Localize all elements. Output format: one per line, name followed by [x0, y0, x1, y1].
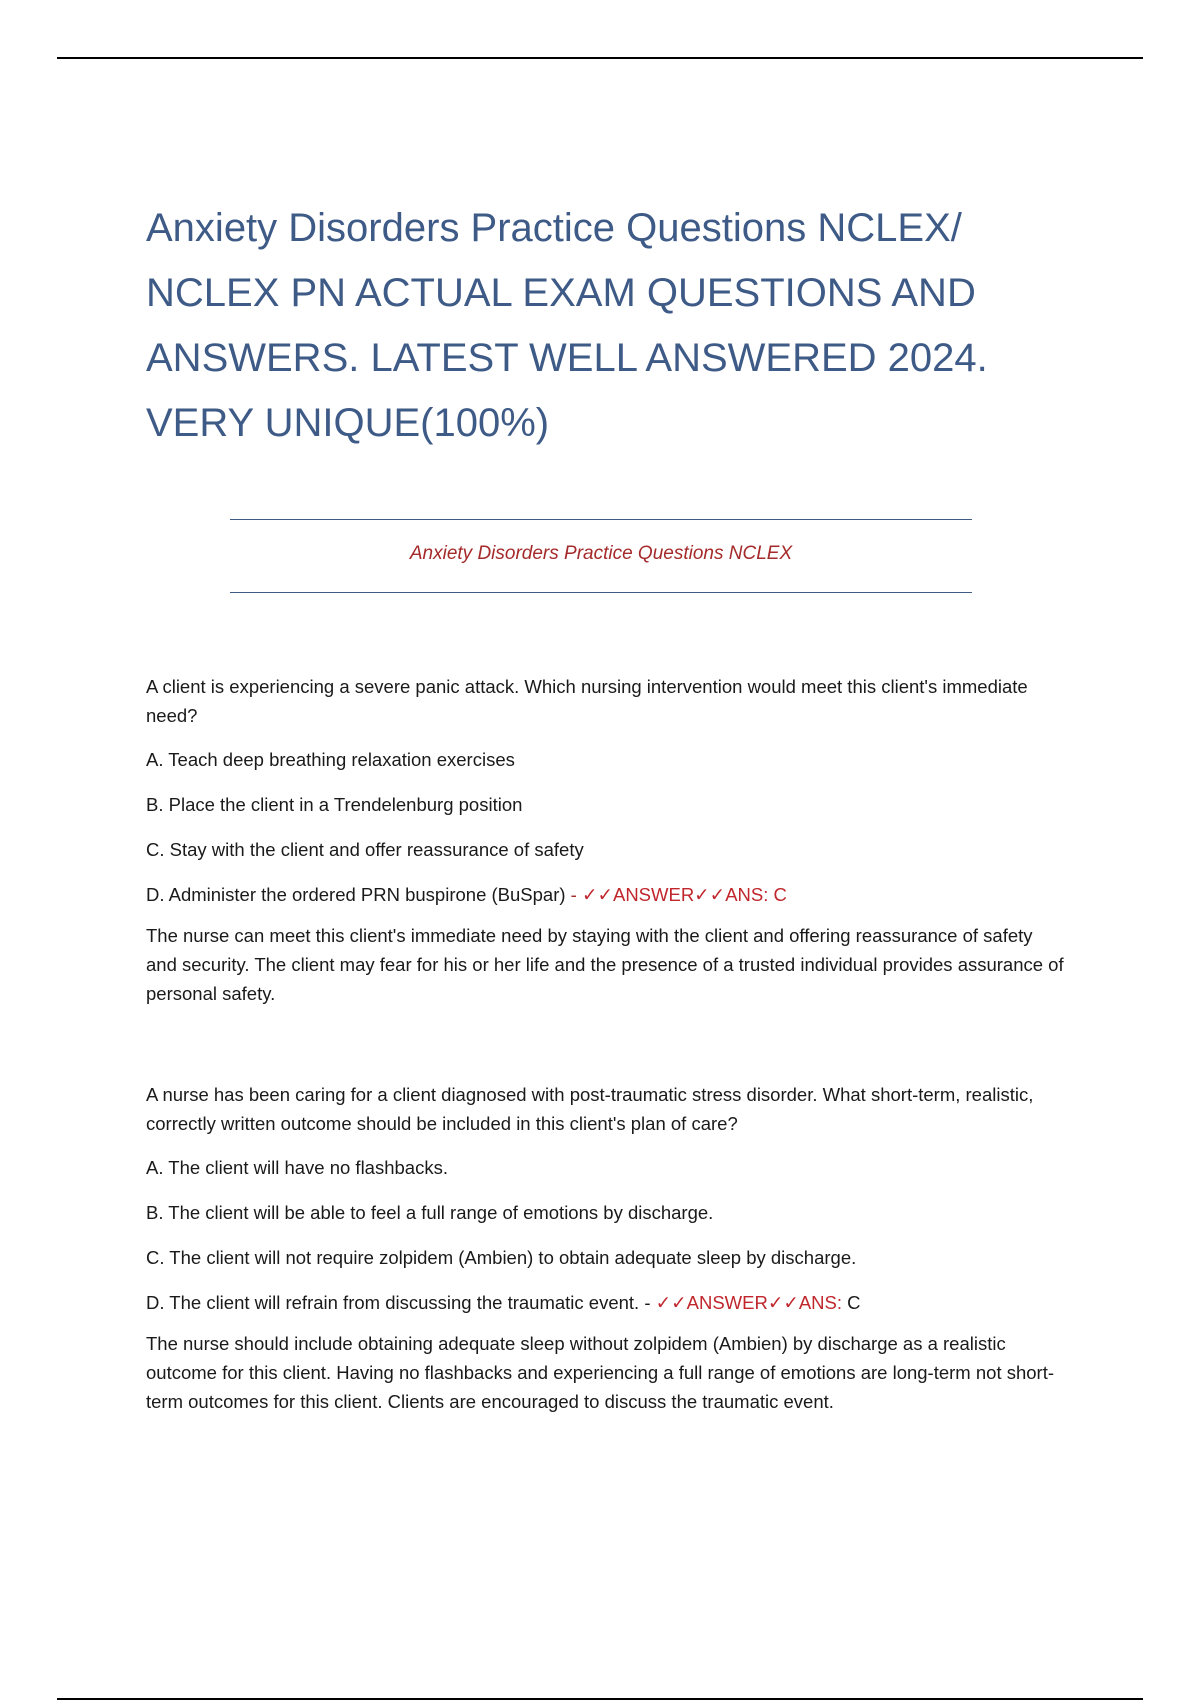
option-c: C. Stay with the client and offer reassurance of safety: [146, 839, 584, 860]
answer-letter: C: [847, 1292, 861, 1313]
answer-explanation: The nurse can meet this client's immediate need by staying with the client and offering reassurance of safety and security. The client may fear for his or her life and the presence of a trusted individual provides assurance of personal safety.: [146, 925, 1064, 1004]
option-a: A. Teach deep breathing relaxation exercises: [146, 749, 515, 770]
answer-explanation: The nurse should include obtaining adequate sleep without zolpidem (Ambien) by discharge as a realistic outcome for this client. Having no flashbacks and experiencing a full range of emotions are long-term not short-term outcomes for this client. Clients are encouraged to discuss the traumatic event.: [146, 1333, 1055, 1412]
document-subtitle: Anxiety Disorders Practice Questions NCLEX: [409, 543, 793, 564]
answer-separator: -: [565, 884, 582, 905]
option-b: B. Place the client in a Trendelenburg position: [146, 794, 523, 815]
answer-marker: ✓✓ANSWER✓✓ANS:: [581, 884, 774, 905]
option-b: B. The client will be able to feel a full range of emotions by discharge.: [146, 1202, 714, 1223]
option-d: D. The client will refrain from discussing the traumatic event.: [146, 1292, 640, 1313]
subtitle-top-rule: [230, 519, 972, 520]
question-stem: A client is experiencing a severe panic attack. Which nursing intervention would meet this client's immediate need?: [146, 676, 1028, 726]
question-block-1: [146, 672, 1066, 1008]
answer-marker: ✓✓ANSWER✓✓ANS:: [655, 1292, 848, 1313]
question-stem: A nurse has been caring for a client diagnosed with post-traumatic stress disorder. What short-term, realistic, correctly written outcome should be included in this client's plan of care?: [146, 1084, 1034, 1134]
option-a: A. The client will have no flashbacks.: [146, 1157, 448, 1178]
option-c: C. The client will not require zolpidem (Ambien) to obtain adequate sleep by discharge.: [146, 1247, 857, 1268]
document-title: Anxiety Disorders Practice Questions NCLEX/ NCLEX PN ACTUAL EXAM QUESTIONS AND ANSWERS. LATEST WELL ANSWERED 2024. VERY UNIQUE(100%): [146, 206, 988, 445]
answer-separator: -: [639, 1292, 656, 1313]
option-d: D. Administer the ordered PRN buspirone (BuSpar): [146, 884, 566, 905]
option-d-with-answer: [146, 1288, 1066, 1317]
page-top-rule: [57, 57, 1143, 59]
subtitle-bottom-rule: [230, 592, 972, 593]
option-d-with-answer: [146, 880, 1066, 909]
question-block-2: [146, 1080, 1066, 1416]
answer-letter: C: [773, 884, 787, 905]
